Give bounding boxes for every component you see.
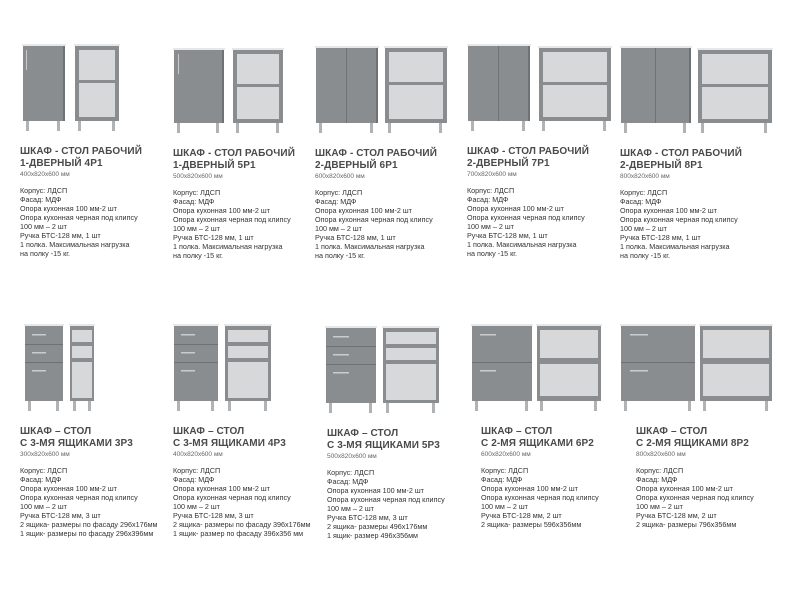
product-specs: Корпус: ЛДСП Фасад: МДФ Опора кухонная 100 мм-2 шт Опора кухонная черная под клипсу 100 мм – 2 шт Ручка БТС-128 мм, 1 шт 1 полка. Максимальная нагрузка на полку -15 кг. <box>315 188 433 260</box>
cabinet-image <box>20 38 170 146</box>
product-title: ШКАФ – СТОЛ С 3-МЯ ЯЩИКАМИ 4Р3 <box>173 426 286 449</box>
product-card-5r3 <box>327 320 477 540</box>
cabinet-1door-illustration <box>20 38 170 146</box>
product-specs: Корпус: ЛДСП Фасад: МДФ Опора кухонная 100 мм-2 шт Опора кухонная черная под клипсу 100 мм – 2 шт Ручка БТС-128 мм, 1 шт 1 полка. Максимальная нагрузка на полку -15 кг. <box>173 188 291 260</box>
product-title: ШКАФ - СТОЛ РАБОЧИЙ 1-ДВЕРНЫЙ 4Р1 <box>20 146 142 169</box>
cabinet-image <box>620 40 770 148</box>
product-card-3r3 <box>20 318 170 538</box>
product-title: ШКАФ - СТОЛ РАБОЧИЙ 2-ДВЕРНЫЙ 8Р1 <box>620 148 742 171</box>
product-size: 300x820x600 мм <box>20 451 70 458</box>
product-card-6r1 <box>315 40 465 260</box>
product-title: ШКАФ - СТОЛ РАБОЧИЙ 2-ДВЕРНЫЙ 6Р1 <box>315 148 437 171</box>
product-card-8r1 <box>620 40 770 260</box>
product-title: ШКАФ – СТОЛ С 2-МЯ ЯЩИКАМИ 8Р2 <box>636 426 749 449</box>
product-size: 600x820x600 мм <box>315 173 365 180</box>
product-specs: Корпус: ЛДСП Фасад: МДФ Опора кухонная 100 мм-2 шт Опора кухонная черная под клипсу 100 мм – 2 шт Ручка БТС-128 мм, 1 шт 1 полка. Максимальная нагрузка на полку -15 кг. <box>467 186 585 258</box>
product-specs: Корпус: ЛДСП Фасад: МДФ Опора кухонная 100 мм-2 шт Опора кухонная черная под клипсу 100 мм – 2 шт Ручка БТС-128 мм, 3 шт 2 ящика- размеры 496x176мм 1 ящик- размер 496x356мм <box>327 468 445 540</box>
product-size: 600x820x600 мм <box>481 451 531 458</box>
product-size: 400x820x600 мм <box>20 171 70 178</box>
product-specs: Корпус: ЛДСП Фасад: МДФ Опора кухонная 100 мм-2 шт Опора кухонная черная под клипсу 100 мм – 2 шт Ручка БТС-128 мм, 2 шт 2 ящика- размеры 796x356мм <box>636 466 754 529</box>
product-card-8r2 <box>636 318 786 529</box>
product-specs: Корпус: ЛДСП Фасад: МДФ Опора кухонная 100 мм-2 шт Опора кухонная черная под клипсу 100 мм – 2 шт Ручка БТС-128 мм, 1 шт 1 полка. Максимальная нагрузка на полку -15 кг. <box>620 188 738 260</box>
product-card-4r1 <box>20 38 170 258</box>
product-size: 800x820x600 мм <box>636 451 686 458</box>
product-card-5r1 <box>173 40 323 260</box>
product-title: ШКАФ – СТОЛ С 3-МЯ ЯЩИКАМИ 5Р3 <box>327 428 440 451</box>
product-size: 500x820x600 мм <box>327 453 377 460</box>
product-specs: Корпус: ЛДСП Фасад: МДФ Опора кухонная 100 мм-2 шт Опора кухонная черная под клипсу 100 мм – 2 шт Ручка БТС-128 мм, 3 шт 2 ящика- размеры по фасаду 396x176мм 1 ящик- размеp по фасаду 396x356 мм <box>173 466 311 538</box>
product-specs: Корпус: ЛДСП Фасад: МДФ Опора кухонная 100 мм-2 шт Опора кухонная черная под клипсу 100 мм – 2 шт Ручка БТС-128 мм, 1 шт 1 полка. Максимальная нагрузка на полку -15 кг. <box>20 186 138 258</box>
cabinet-image <box>315 40 465 148</box>
product-specs: Корпус: ЛДСП Фасад: МДФ Опора кухонная 100 мм-2 шт Опора кухонная черная под клипсу 100 мм – 2 шт Ручка БТС-128 мм, 2 шт 2 ящика- размеры 596x356мм <box>481 466 599 529</box>
product-specs: Корпус: ЛДСП Фасад: МДФ Опора кухонная 100 мм-2 шт Опора кухонная черная под клипсу 100 мм – 2 шт Ручка БТС-128 мм, 3 шт 2 ящика- размеры по фасаду 296x176мм 1 ящик- размеры по фасаду 296x396мм <box>20 466 158 538</box>
product-card-7r1 <box>467 38 617 258</box>
product-size: 400x820x600 мм <box>173 451 223 458</box>
cabinet-image <box>467 38 617 146</box>
product-card-6r2 <box>481 318 631 529</box>
product-size: 700x820x600 мм <box>467 171 517 178</box>
cabinet-image <box>636 318 786 426</box>
product-card-4r3 <box>173 318 323 538</box>
cabinet-image <box>173 318 323 426</box>
cabinet-image <box>173 40 323 148</box>
cabinet-image <box>481 318 631 426</box>
cabinet-image <box>20 318 170 426</box>
product-title: ШКАФ - СТОЛ РАБОЧИЙ 2-ДВЕРНЫЙ 7Р1 <box>467 146 589 169</box>
product-size: 800x820x600 мм <box>620 173 670 180</box>
cabinet-image <box>327 320 477 428</box>
product-title: ШКАФ - СТОЛ РАБОЧИЙ 1-ДВЕРНЫЙ 5Р1 <box>173 148 295 171</box>
product-size: 500x820x600 мм <box>173 173 223 180</box>
product-title: ШКАФ – СТОЛ С 3-МЯ ЯЩИКАМИ 3Р3 <box>20 426 133 449</box>
product-title: ШКАФ – СТОЛ С 2-МЯ ЯЩИКАМИ 6Р2 <box>481 426 594 449</box>
